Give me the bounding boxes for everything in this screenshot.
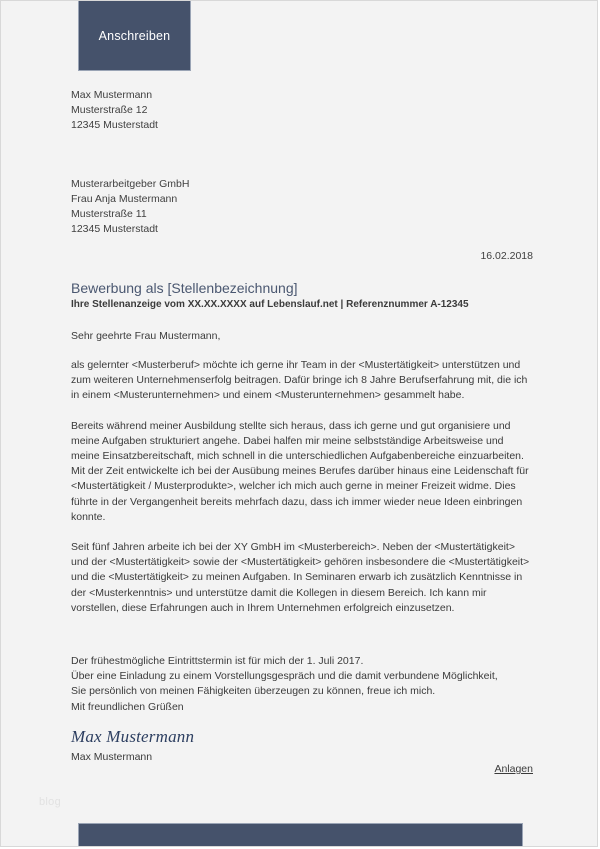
sender-line: 12345 Musterstadt	[71, 119, 158, 131]
closing-line: Der frühestmögliche Eintrittstermin ist für mich der 1. Juli 2017.	[71, 655, 364, 667]
subject-title: Bewerbung als [Stellenbezeichnung]	[71, 280, 298, 296]
blog-watermark: blog	[39, 796, 61, 808]
closing-line: Über eine Einladung zu einem Vorstellungsgespräch und die damit verbundene Möglichkeit,	[71, 670, 498, 683]
body-paragraph: Bereits während meiner Ausbildung stellte sich heraus, dass ich gerne und gut organisiere und meine Aufgaben strukturiert angehe. Dabei halfen mir meine selbstständige Arbeitsweise und meine Einsatzbereitschaft, mich schnell in die unterschiedlichen Aufgabenbereiche einzuarbeiten. Mit der Zeit entwickelte ich bei der Ausübung meines Berufes darüber hinaus eine Leidenschaft für <Mustertätigkeit / Musterprodukte>, welcher ich mich auch gerne in meiner Freizeit widme. Dies führte in der Vergangenheit bereits mehrfach dazu, dass ich immer wieder neue Ideen einbringen konnte.	[71, 419, 529, 523]
recipient-line: 12345 Musterstadt	[71, 223, 158, 235]
recipient-line: Musterarbeitgeber GmbH	[71, 178, 190, 190]
sender-address-block	[71, 88, 158, 133]
closing-line: Mit freundlichen Grüßen	[71, 700, 184, 713]
handwritten-signature: Max Mustermann	[71, 727, 195, 746]
signature-printed-name: Max Mustermann	[71, 751, 153, 763]
body-paragraph: als gelernter <Musterberuf> möchte ich gerne ihr Team in der <Mustertätigkeit> unterstützen und zum weiteren Unternehmenserfolg beitragen. Dafür bringe ich 8 Jahre Berufserfahrung mit, die ich in einem <Musterunternehmen> und einem <Musterunternehmen> gesammelt habe.	[71, 359, 528, 402]
header-label: Anschreiben	[98, 28, 171, 43]
closing-block	[71, 654, 531, 715]
subject-subtitle: Ihre Stellenanzeige vom XX.XX.XXXX auf Lebenslauf.net | Referenznummer A-12345	[71, 299, 469, 310]
closing-line: Sie persönlich von meinen Fähigkeiten überzeugen zu können, freue ich mich.	[71, 685, 436, 698]
recipient-line: Musterstraße 11	[71, 208, 147, 220]
attachments-link[interactable]: Anlagen	[494, 763, 533, 775]
recipient-line: Frau Anja Mustermann	[71, 193, 178, 205]
letter-date: 16.02.2018	[480, 250, 533, 262]
sender-line: Musterstraße 12	[71, 104, 148, 116]
header-accent-bar	[78, 1, 191, 71]
body-paragraph: Seit fünf Jahren arbeite ich bei der XY GmbH im <Musterbereich>. Neben der <Mustertätigkeit> und der <Mustertätigkeit> sowie der <Mustertätigkeit> gehören insbesondere die <Mustertätigkeit> und die <Mustertätigkeit> zu meinen Aufgaben. In Seminaren erwarb ich zusätzlich Kenntnisse in der <Musterkenntnis> und unterstütze damit die Kollegen in diesem Bereich. Ich kann mir vorstellen, diese Erfahrungen auch in Ihrem Unternehmen erfolgreich einzusetzen.	[71, 541, 530, 614]
footer-accent-bar	[78, 823, 523, 847]
salutation: Sehr geehrte Frau Mustermann,	[71, 330, 221, 342]
body-paragraphs	[71, 358, 531, 616]
recipient-address-block	[71, 177, 189, 237]
sender-line: Max Mustermann	[71, 89, 153, 101]
